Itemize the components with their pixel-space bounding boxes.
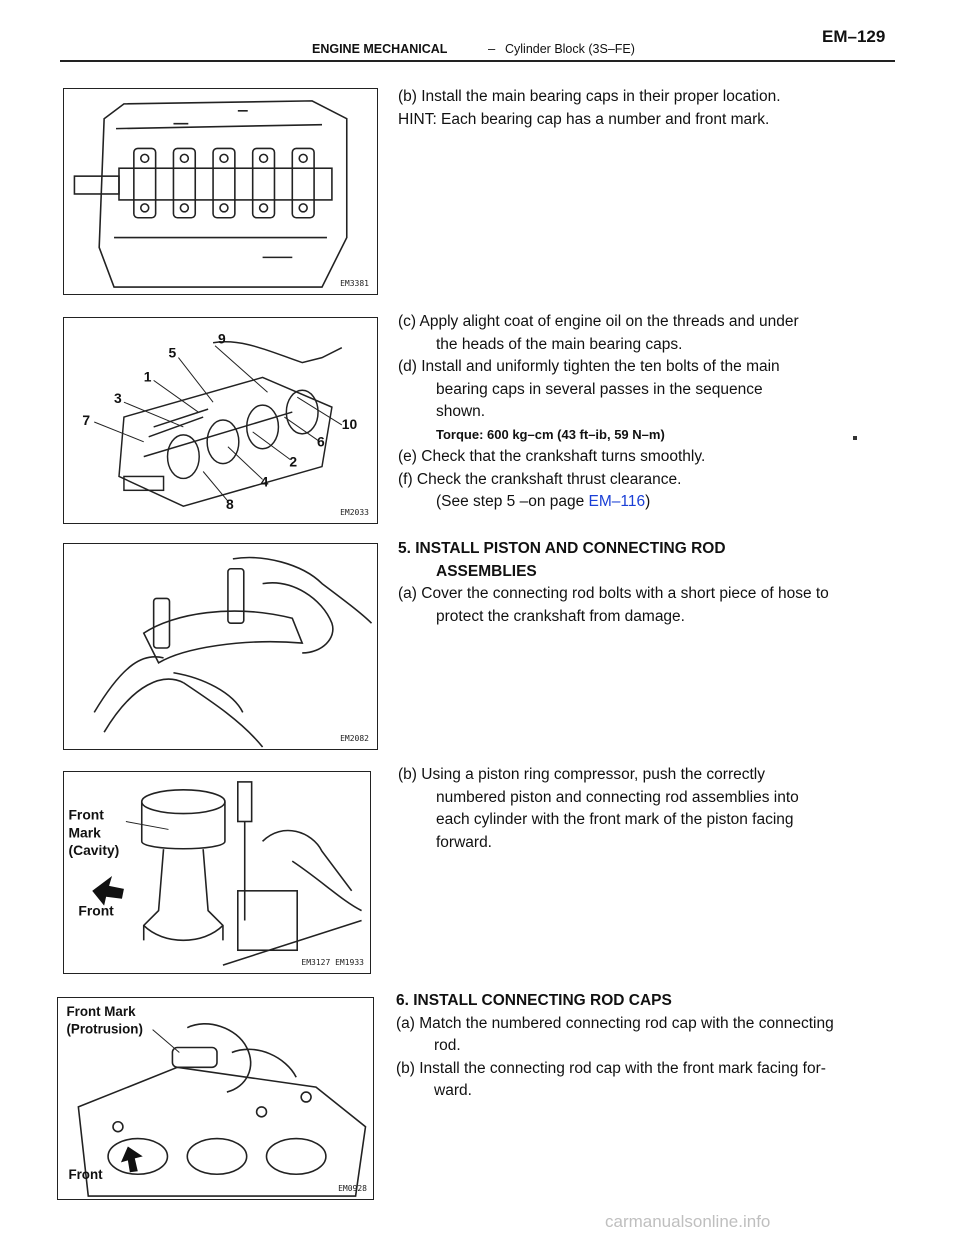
text-line: (f) Check the crankshaft thrust clearance. xyxy=(398,470,682,488)
seq-label-3: 3 xyxy=(114,390,122,407)
seq-label-1: 1 xyxy=(143,368,152,385)
text-line: shown. xyxy=(436,403,486,420)
seq-label-9: 9 xyxy=(218,330,226,347)
figure-code: EM2033 xyxy=(340,508,369,517)
figure-code: EM2082 xyxy=(340,734,369,743)
seq-label-5: 5 xyxy=(168,344,177,361)
seq-label-6: 6 xyxy=(317,433,325,450)
figure-code: EM3127 EM1933 xyxy=(301,958,364,967)
see-reference xyxy=(398,491,799,514)
step-6 xyxy=(396,990,834,1103)
text-line: ward. xyxy=(434,1082,472,1099)
text-line: protect the crankshaft from damage. xyxy=(436,607,685,625)
section-heading: 6. INSTALL CONNECTING ROD CAPS xyxy=(396,992,672,1009)
label-front-mark-1: Front xyxy=(68,806,104,823)
figure-piston-compressor xyxy=(63,771,371,974)
front-arrow-icon xyxy=(121,1147,143,1173)
figure-code: EM3381 xyxy=(340,279,369,288)
figure-crankshaft-block xyxy=(63,88,378,295)
text-line: the heads of the main bearing caps. xyxy=(436,335,683,353)
label-front: Front xyxy=(78,902,114,919)
step-5b xyxy=(398,764,799,854)
stray-dot xyxy=(853,436,857,440)
torque-spec: Torque: 600 kg–cm (43 ft–ib, 59 N–m) xyxy=(436,426,665,442)
text-line: rod. xyxy=(434,1037,461,1054)
piston-compressor-illustration xyxy=(64,772,370,973)
seq-label-7: 7 xyxy=(82,411,91,428)
seq-label-8: 8 xyxy=(225,496,234,513)
figure-bolt-sequence xyxy=(63,317,378,524)
see-close: ) xyxy=(645,493,651,510)
text-line: (d) Install and uniformly tighten the ten bolts of the main xyxy=(398,358,780,375)
text-line: (e) Check that the crankshaft turns smoothly. xyxy=(398,448,706,465)
seq-label-2: 2 xyxy=(289,453,298,470)
figure-hose-bolts xyxy=(63,543,378,750)
text-line: each cylinder with the front mark of the piston facing xyxy=(436,811,794,828)
figure-rod-cap xyxy=(57,997,374,1200)
header-dash: – xyxy=(488,41,496,56)
label-front-mark-2: (Protrusion) xyxy=(66,1021,143,1037)
label-front: Front xyxy=(68,1167,103,1183)
figure-code: EM0928 xyxy=(338,1184,367,1193)
crankshaft-illustration xyxy=(64,89,377,294)
text-line: numbered piston and connecting rod assemblies into xyxy=(436,788,799,806)
page-link-em116[interactable]: EM–116 xyxy=(588,493,646,510)
text-line: (b) Using a piston ring compressor, push the correctly xyxy=(398,766,765,783)
hint-text: HINT: Each bearing cap has a number and front mark. xyxy=(398,110,770,128)
bolt-sequence-illustration xyxy=(64,318,377,523)
text-line: (b) Install the connecting rod cap with the front mark facing for- xyxy=(396,1059,826,1077)
rod-cap-illustration xyxy=(58,998,373,1199)
step-c-to-f xyxy=(398,311,799,514)
text-line: forward. xyxy=(436,833,492,851)
text-line: (b) Install the main bearing caps in their proper location. xyxy=(398,88,781,105)
seq-label-4: 4 xyxy=(260,473,269,490)
text-line: (a) Match the numbered connecting rod cap with the connecting xyxy=(396,1014,834,1032)
seq-label-10: 10 xyxy=(341,415,358,432)
step-b-bearing-caps xyxy=(398,86,781,131)
page-number: EM–129 xyxy=(822,27,886,46)
hose-bolts-illustration xyxy=(64,544,377,749)
header-section: ENGINE MECHANICAL xyxy=(312,42,448,56)
text-line: bearing caps in several passes in the sequence xyxy=(436,380,763,398)
header-subtitle: Cylinder Block (3S–FE) xyxy=(505,42,635,56)
section-heading: ASSEMBLIES xyxy=(436,562,537,580)
see-text: (See step 5 –on page xyxy=(436,493,589,510)
section-heading: 5. INSTALL PISTON AND CONNECTING ROD xyxy=(398,540,726,557)
text-line: (c) Apply alight coat of engine oil on the threads and under xyxy=(398,313,799,330)
label-front-mark-1: Front Mark xyxy=(66,1003,136,1019)
label-front-mark-2: Mark xyxy=(68,824,101,841)
front-arrow-icon xyxy=(92,876,124,906)
watermark: carmanualsonline.info xyxy=(605,1212,771,1231)
header-rule xyxy=(60,60,895,62)
label-front-mark-3: (Cavity) xyxy=(68,842,120,859)
step-5 xyxy=(398,538,829,628)
text-line: (a) Cover the connecting rod bolts with a short piece of hose to xyxy=(398,585,829,602)
